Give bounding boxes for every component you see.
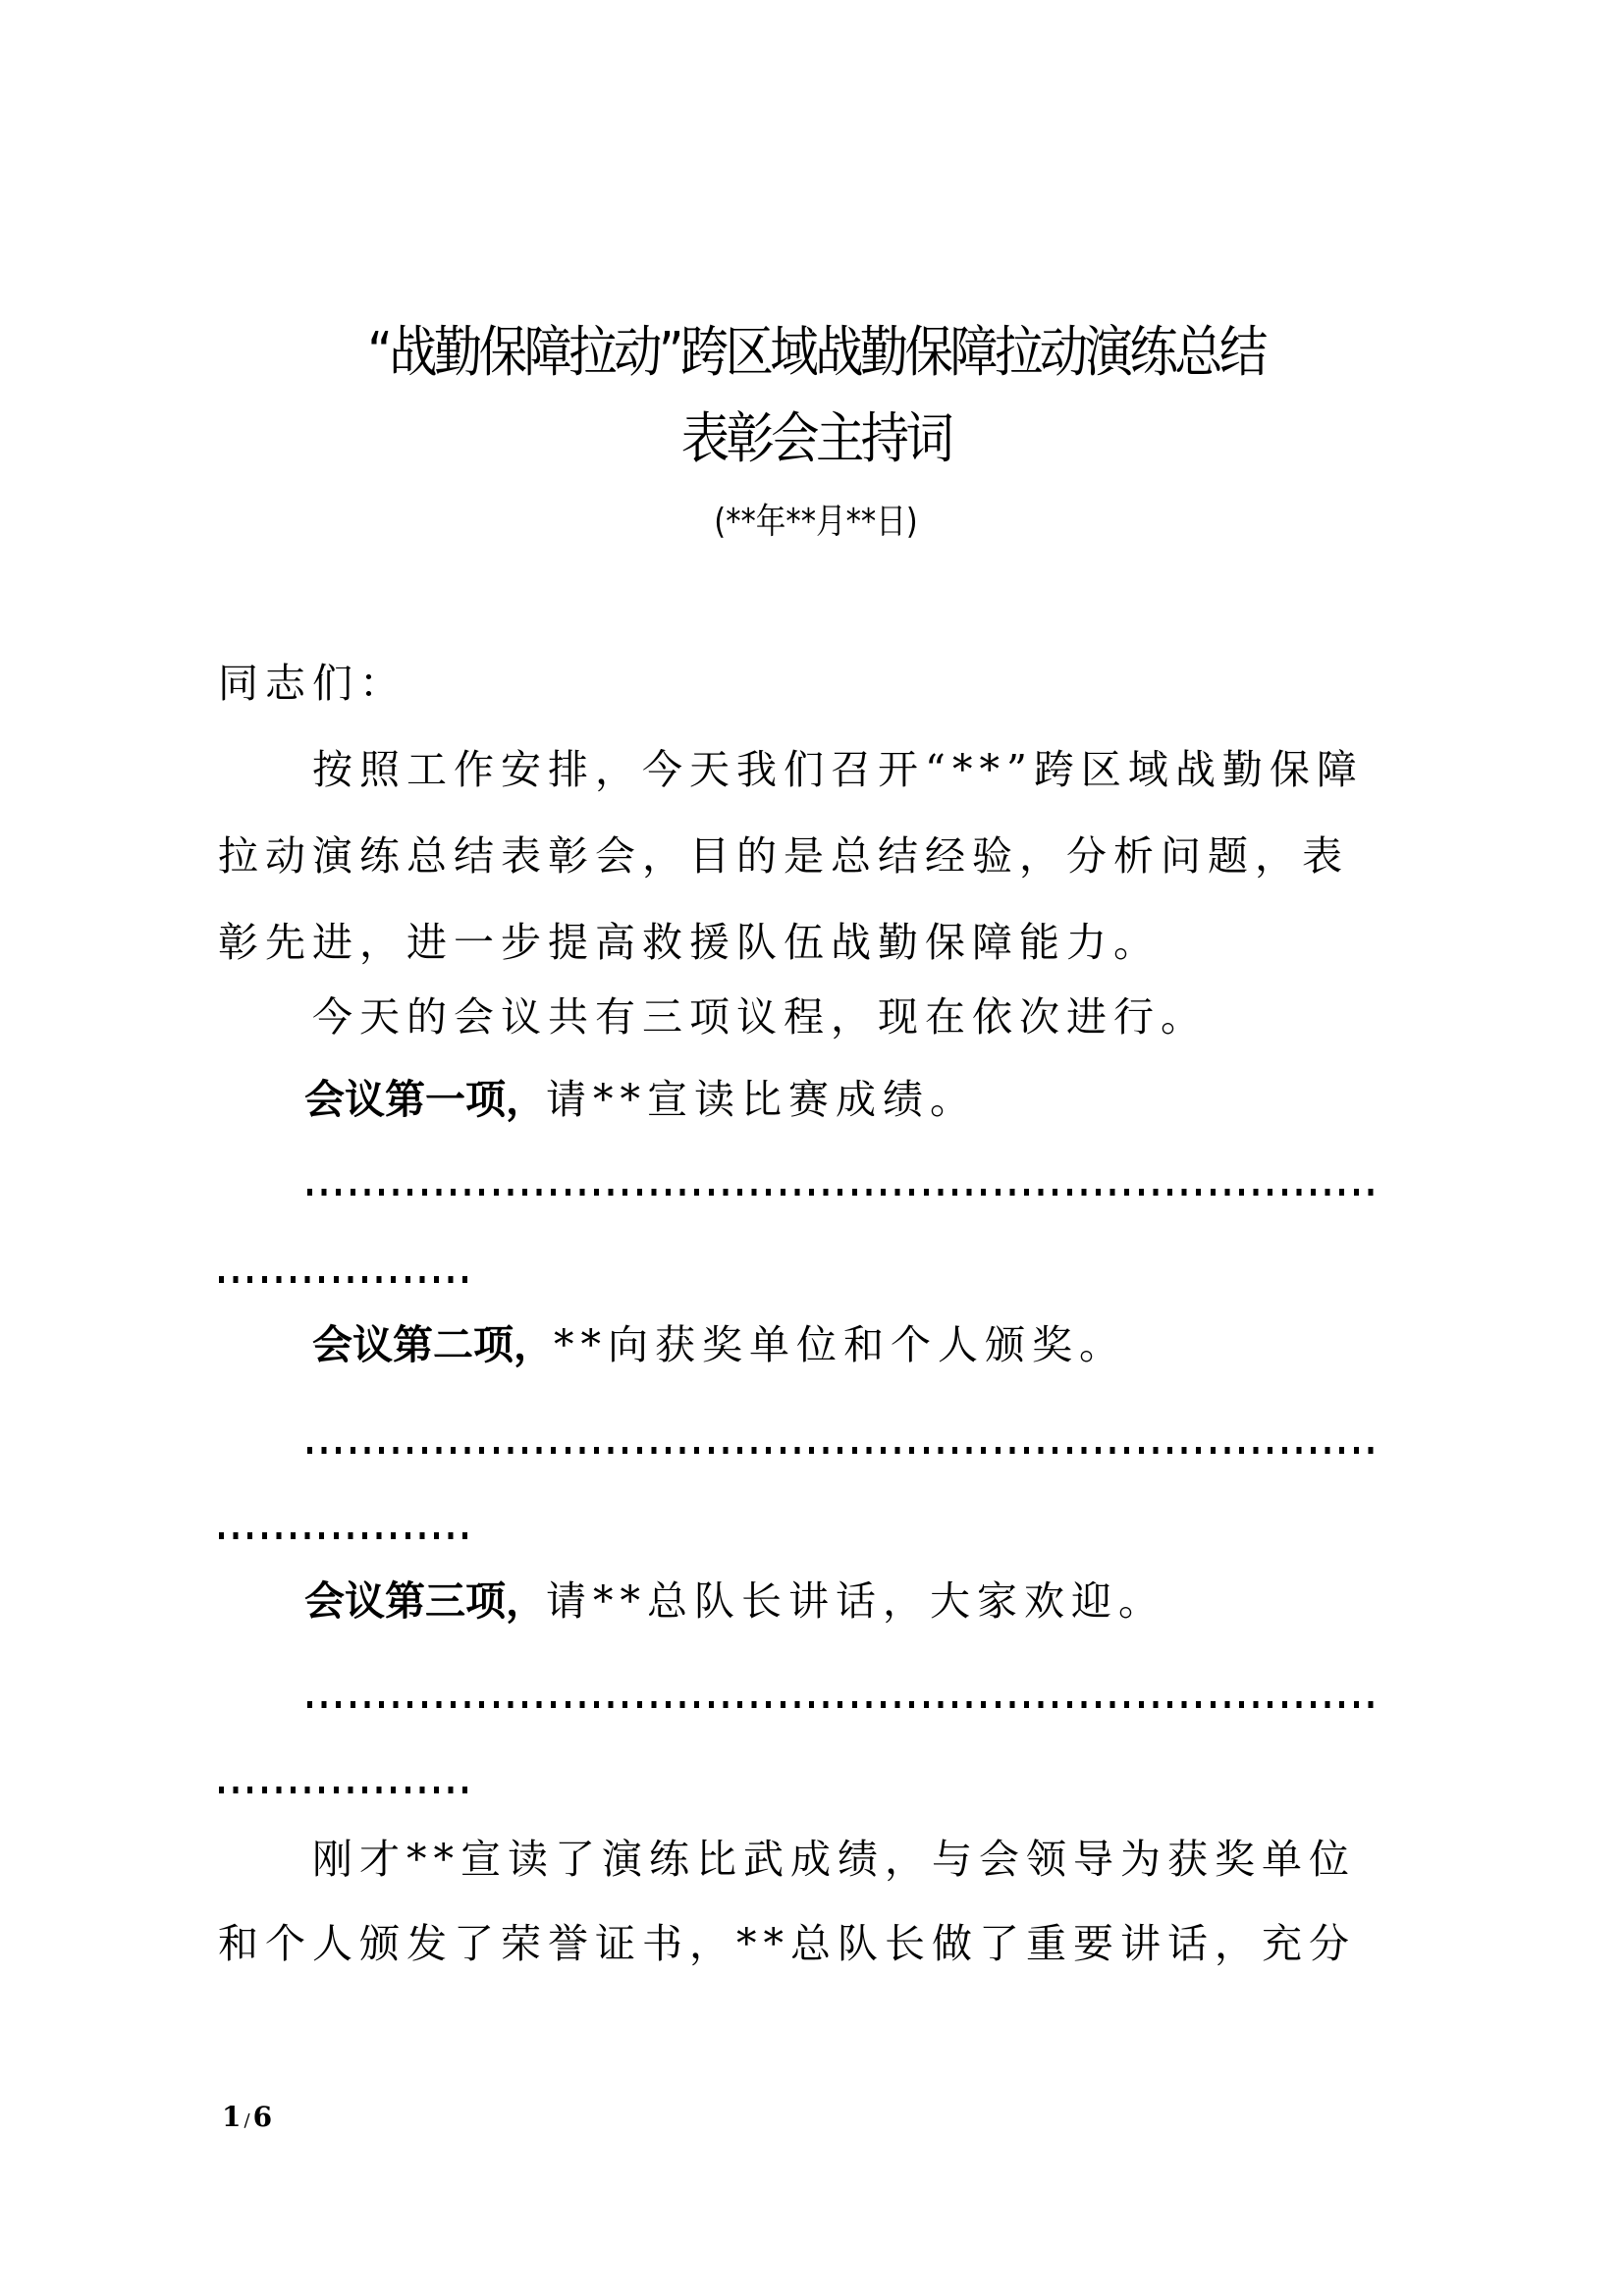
paragraph-3-line-1: 刚才**宣读了演练比武成绩，与会领导为获奖单位 [312, 1836, 1356, 1883]
agenda-item-1 [304, 1076, 1406, 1123]
paragraph-1-line-1: 按照工作安排，今天我们召开“**”跨区域战勤保障 [312, 746, 1364, 793]
agenda-item-1-text: 请**宣读比赛成绩。 [546, 1076, 977, 1123]
document-title-line-2: 表彰会主持词 [680, 407, 951, 471]
ellipsis-line-1b [219, 1276, 469, 1283]
agenda-item-3-label: 会议第三项， [304, 1577, 546, 1625]
ellipsis-line-2a [307, 1447, 1382, 1454]
paragraph-1-line-3: 彰先进，进一步提高救援队伍战勤保障能力。 [218, 919, 1161, 966]
paragraph-1-line-2: 拉动演练总结表彰会，目的是总结经验，分析问题，表 [218, 832, 1349, 880]
ellipsis-line-3b [219, 1787, 469, 1793]
page-separator: / [243, 2110, 250, 2131]
agenda-item-2 [312, 1321, 1414, 1368]
page-number [222, 2101, 272, 2133]
agenda-item-3-text: 请**总队长讲话，大家欢迎。 [546, 1577, 1165, 1625]
ellipsis-line-3a [307, 1701, 1382, 1708]
agenda-item-1-label: 会议第一项， [304, 1076, 546, 1123]
paragraph-2: 今天的会议共有三项议程，现在依次进行。 [312, 993, 1208, 1041]
document-title-line-1: “战勤保障拉动”跨区域战勤保障拉动演练总结 [367, 321, 1265, 385]
paragraph-3-line-2: 和个人颁发了荣誉证书，**总队长做了重要讲话，充分 [218, 1920, 1356, 1967]
agenda-item-3 [304, 1577, 1406, 1625]
page-current: 1 [222, 2101, 242, 2133]
salutation: 同志们： [218, 660, 406, 707]
page-total: 6 [252, 2101, 273, 2133]
agenda-item-2-label: 会议第二项， [312, 1321, 554, 1368]
ellipsis-line-1a [307, 1189, 1382, 1196]
agenda-item-2-text: **向获奖单位和个人颁奖。 [554, 1321, 1126, 1368]
document-date: (**年**月**日) [714, 502, 918, 542]
ellipsis-line-2b [219, 1532, 469, 1539]
